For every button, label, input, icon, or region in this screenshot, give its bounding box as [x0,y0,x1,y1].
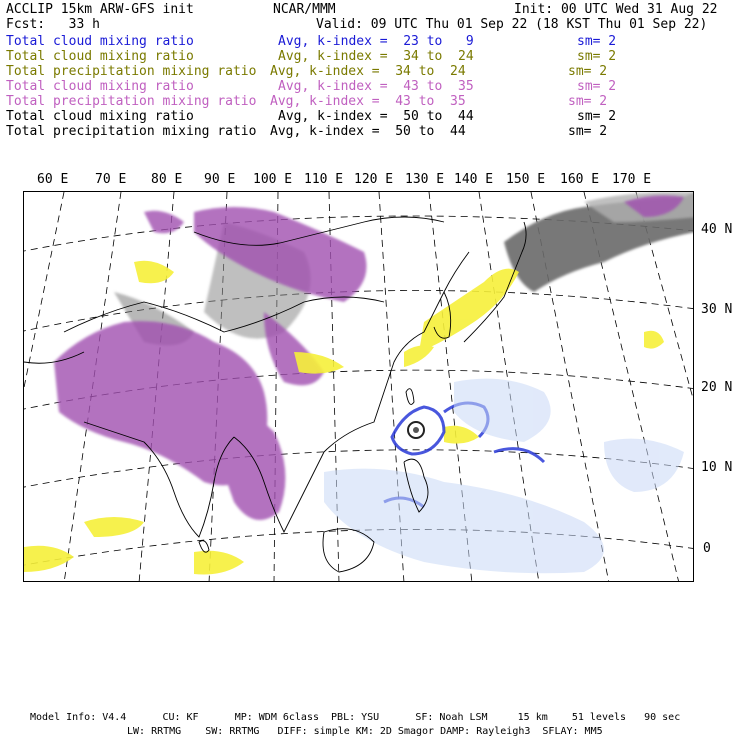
map-panel [23,191,694,582]
lon-label-90e: 90 E [204,172,236,187]
footer-model-info: Model Info: V4.4 CU: KF MP: WDM 6class PBL: YSU SF: Noah LSM 15 km 51 levels 90 sec [30,712,681,723]
valid-time: Valid: 09 UTC Thu 01 Sep 22 (18 KST Thu 01 Sep 22) [316,17,708,32]
light-blue-layer [324,379,684,574]
init-time: Init: 00 UTC Wed 31 Aug 22 [514,2,718,17]
lon-label-170e: 170 E [612,172,652,187]
legend-avg-5: Avg, k-index = 43 to 35 [270,94,466,109]
map-svg [24,192,694,582]
legend-field-2: Total cloud mixing ratio [6,49,194,64]
lon-label-70e: 70 E [95,172,127,187]
legend-avg-1: Avg, k-index = 23 to 9 [278,34,474,49]
lat-label-0: 0 [703,541,711,556]
legend-field-3: Total precipitation mixing ratio [6,64,257,79]
lon-label-140e: 140 E [454,172,494,187]
legend-avg-2: Avg, k-index = 34 to 24 [278,49,474,64]
legend-avg-3: Avg, k-index = 34 to 24 [270,64,466,79]
lon-label-150e: 150 E [506,172,546,187]
lon-label-120e: 120 E [354,172,394,187]
model-title: ACCLIP 15km ARW-GFS init [6,2,194,17]
lat-label-40n: 40 N [701,222,733,237]
lon-label-60e: 60 E [37,172,69,187]
legend-sm-3: sm= 2 [568,64,608,79]
legend-sm-1: sm= 2 [577,34,617,49]
lon-label-100e: 100 E [253,172,293,187]
forecast-hour: Fcst: 33 h [6,17,100,32]
lon-label-130e: 130 E [405,172,445,187]
legend-field-4: Total cloud mixing ratio [6,79,194,94]
legend-sm-7: sm= 2 [568,124,608,139]
lon-label-80e: 80 E [151,172,183,187]
legend-field-7: Total precipitation mixing ratio [6,124,257,139]
legend-avg-7: Avg, k-index = 50 to 44 [270,124,466,139]
lon-label-160e: 160 E [560,172,600,187]
legend-avg-4: Avg, k-index = 43 to 35 [278,79,474,94]
legend-sm-6: sm= 2 [577,109,617,124]
lat-label-30n: 30 N [701,302,733,317]
legend-sm-4: sm= 2 [577,79,617,94]
legend-field-5: Total precipitation mixing ratio [6,94,257,109]
lat-label-20n: 20 N [701,380,733,395]
footer-physics-info: LW: RRTMG SW: RRTMG DIFF: simple KM: 2D Smagor DAMP: Rayleigh3 SFLAY: MM5 [127,726,603,737]
legend-sm-5: sm= 2 [568,94,608,109]
legend-field-1: Total cloud mixing ratio [6,34,194,49]
lat-label-10n: 10 N [701,460,733,475]
institution-label: NCAR/MMM [273,2,336,17]
legend-avg-6: Avg, k-index = 50 to 44 [278,109,474,124]
legend-sm-2: sm= 2 [577,49,617,64]
legend-field-6: Total cloud mixing ratio [6,109,194,124]
lon-label-110e: 110 E [304,172,344,187]
typhoon-swirl [408,422,424,438]
